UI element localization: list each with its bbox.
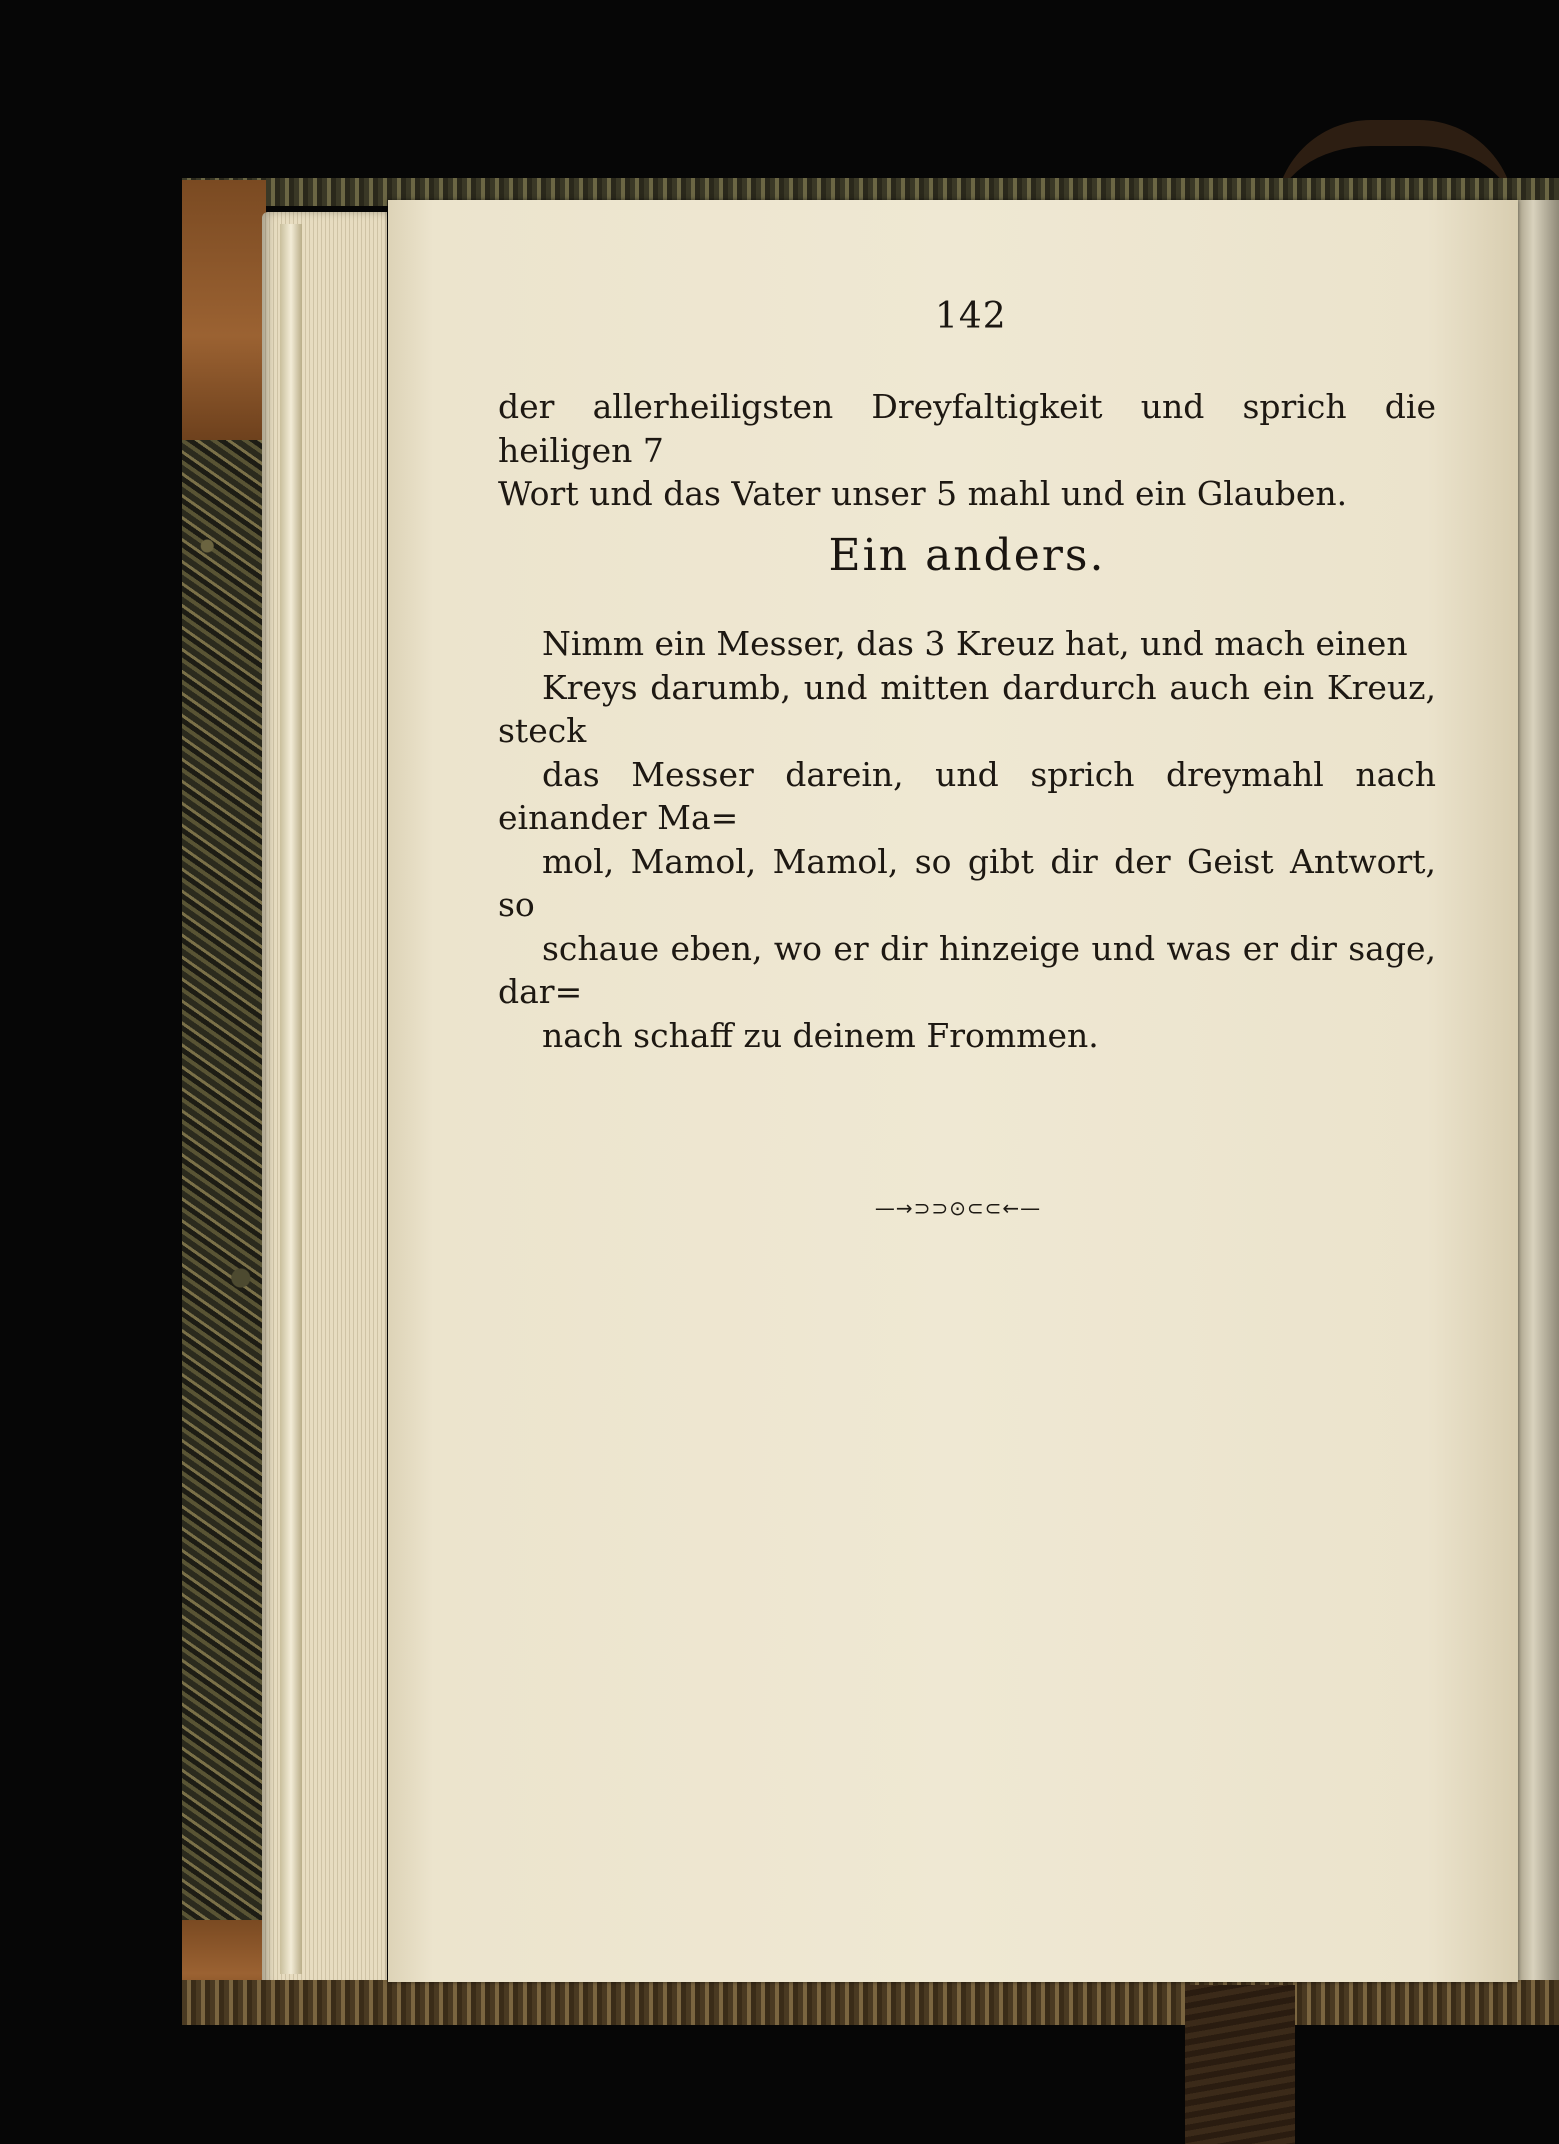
ornament-divider: —→⊃⊃⊙⊂⊂←— [874,1196,1042,1220]
text-line: schaue eben, wo er dir hinzeige und was er dir sage, dar= [498,928,1436,1011]
text-line: Nimm ein Messer, das 3 Kreuz hat, und mach einen [542,624,1408,663]
text-line: Wort und das Vater unser 5 mahl und ein Glauben. [498,474,1348,513]
text-line: mol, Mamol, Mamol, so gibt dir der Geist Antwort, so [498,841,1436,924]
text-line: der allerheiligsten Dreyfaltigkeit und sprich die heiligen 7 [498,387,1436,470]
section-heading: Ein anders. [828,530,1106,581]
page-edge-highlight [280,224,302,1974]
leather-corner-top [182,180,266,440]
page-number: 142 [935,296,1007,337]
paragraph-2 [498,622,1436,1057]
cover-board-left [182,180,266,2010]
text-line: das Messer darein, und sprich dreymahl nach einander Ma= [498,754,1436,837]
paragraph-1 [498,385,1436,516]
right-page-edges [1516,200,1559,1990]
page-edge-stack [262,212,387,1987]
text-line: nach schaff zu deinem Frommen. [542,1015,1099,1055]
cover-board-bottom [182,1980,1559,2025]
ribbon-bookmark-bottom [1185,1985,1295,2144]
text-line: Kreys darumb, und mitten dardurch auch ein Kreuz, steck [498,667,1436,750]
